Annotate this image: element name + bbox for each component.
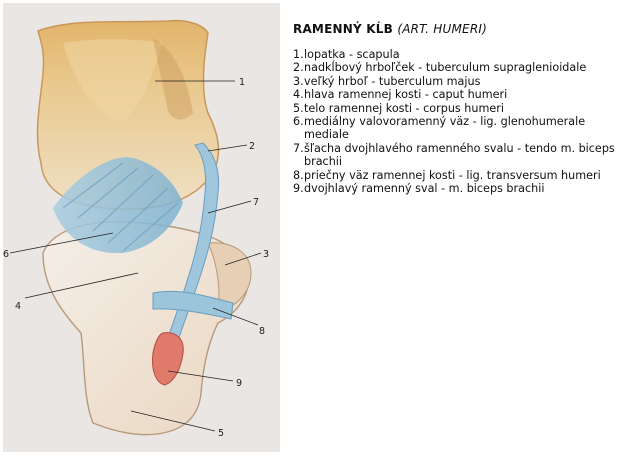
item-text: telo ramennej kosti - corpus humeri <box>304 101 504 115</box>
item-number: 5. <box>293 101 304 115</box>
item-text: mediálny valovoramenný väz - lig. glenohumerale mediale <box>304 115 586 142</box>
item-text: šľacha dvojhlavého ramenného svalu - tendo m. biceps brachii <box>304 141 615 169</box>
item-text: veľký hrboľ - tuberculum majus <box>304 74 481 88</box>
title-latin: (ART. HUMERI) <box>397 22 487 36</box>
legend-item <box>293 61 618 74</box>
item-number: 4. <box>293 88 304 102</box>
legend-item <box>293 48 618 61</box>
callout-7: 7 <box>253 197 260 208</box>
legend-item <box>293 102 618 115</box>
legend-panel <box>293 22 618 195</box>
callout-3: 3 <box>263 249 270 260</box>
legend-item <box>293 169 618 182</box>
title-main: RAMENNÝ KĹB <box>293 22 393 36</box>
callout-1: 1 <box>239 77 246 88</box>
callout-8: 8 <box>259 326 266 337</box>
item-number: 3. <box>293 74 304 88</box>
item-number: 2. <box>293 61 304 75</box>
item-text: dvojhlavý ramenný sval - m. biceps brachii <box>304 182 545 196</box>
item-number: 8. <box>293 168 304 182</box>
legend-list <box>293 48 618 195</box>
item-text: priečny väz ramennej kosti - lig. transversum humeri <box>304 168 601 182</box>
item-number: 6. <box>293 115 304 129</box>
item-text: nadkĺbový hrboľček - tuberculum supraglenioidale <box>304 61 587 75</box>
item-number: 9. <box>293 182 304 196</box>
legend-title <box>293 22 618 36</box>
callout-9: 9 <box>236 378 243 389</box>
legend-item <box>293 142 618 169</box>
item-number: 1. <box>293 48 304 61</box>
item-text: hlava ramennej kosti - caput humeri <box>304 88 508 102</box>
callout-6: 6 <box>3 249 10 260</box>
callout-2: 2 <box>249 141 256 152</box>
anatomy-drawing <box>3 3 280 452</box>
legend-item <box>293 88 618 101</box>
item-number: 7. <box>293 141 304 155</box>
callout-5: 5 <box>218 428 225 439</box>
legend-item <box>293 182 618 195</box>
shoulder-joint-illustration <box>3 3 280 452</box>
callout-4: 4 <box>15 301 22 312</box>
item-text: lopatka - scapula <box>304 48 400 61</box>
legend-item <box>293 115 618 142</box>
legend-item <box>293 75 618 88</box>
